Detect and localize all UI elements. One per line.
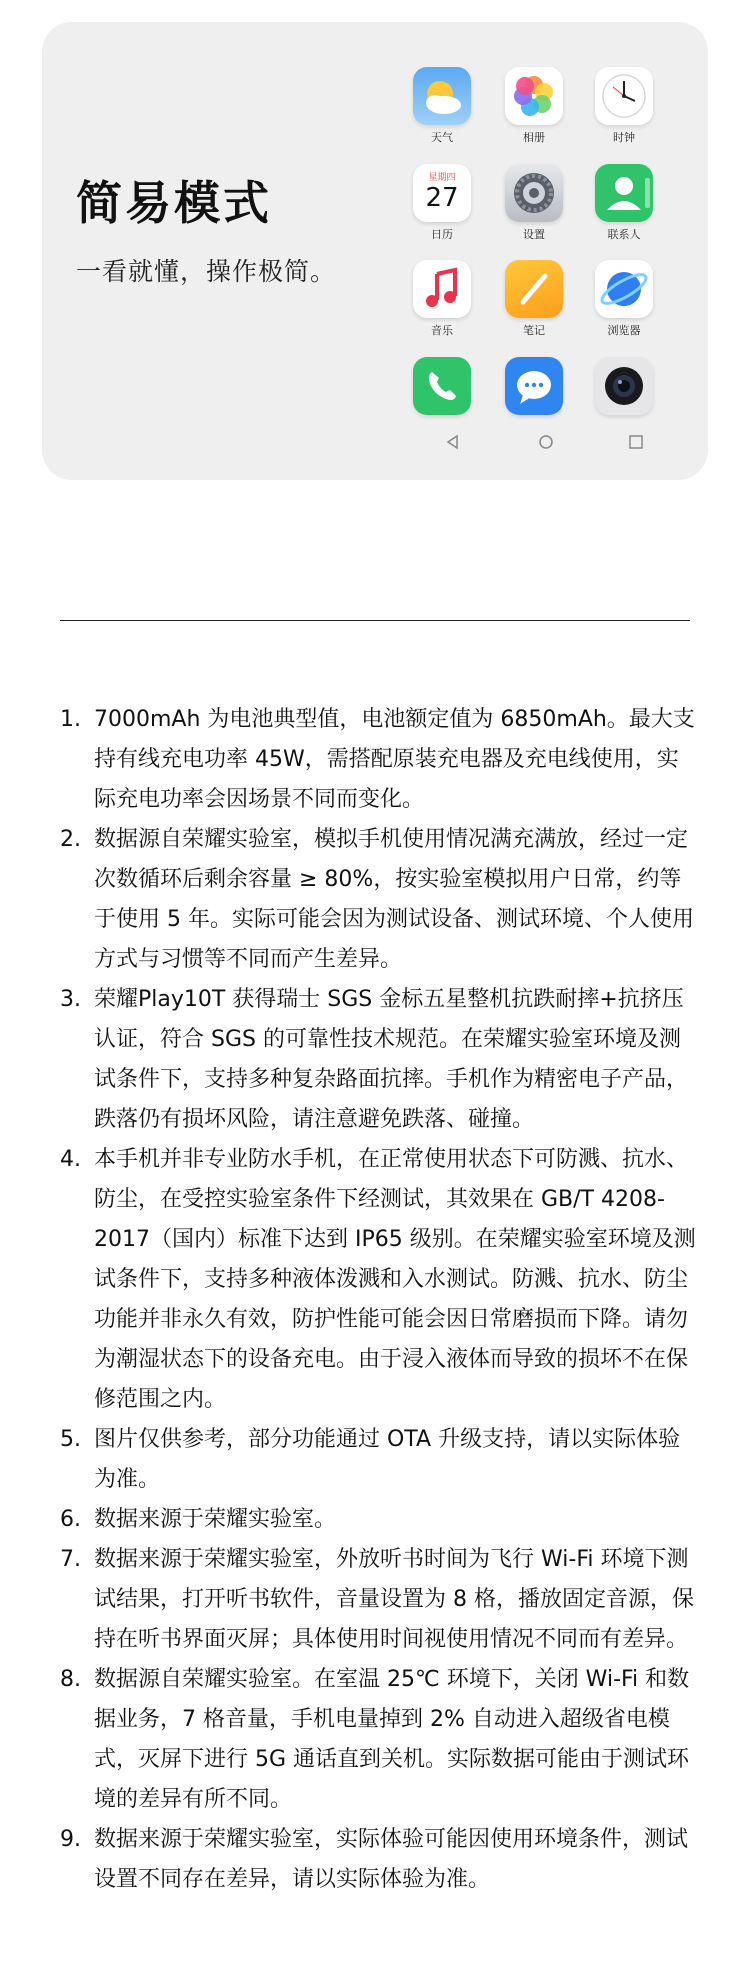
footnote-item <box>60 1420 700 1500</box>
footnotes-list <box>60 700 700 1900</box>
app-camera[interactable] <box>579 357 669 415</box>
footnote-item <box>60 1660 700 1820</box>
app-phone[interactable] <box>397 357 487 415</box>
footnote-item <box>60 700 700 820</box>
app-label: 浏览器 <box>607 324 641 337</box>
recents-icon[interactable] <box>625 431 647 453</box>
clock-icon <box>595 67 653 125</box>
app-calendar[interactable] <box>397 164 487 242</box>
back-icon[interactable] <box>442 431 464 453</box>
footnote-text: 图片仅供参考，部分功能通过 OTA 升级支持，请以实际体验为准。 <box>94 1427 681 1492</box>
footnote-number: 7. <box>60 1547 81 1572</box>
app-notes[interactable] <box>489 260 579 338</box>
app-browser[interactable] <box>579 260 669 338</box>
app-gallery[interactable] <box>489 67 579 145</box>
weather-icon <box>413 67 471 125</box>
navigation-bar <box>437 431 657 453</box>
app-contacts[interactable] <box>579 164 669 242</box>
app-music[interactable] <box>397 260 487 338</box>
gallery-icon <box>505 67 563 125</box>
footnote-text: 数据来源于荣耀实验室，外放听书时间为飞行 Wi-Fi 环境下测试结果，打开听书软件，音量设置为 8 格，播放固定音源，保持在听书界面灭屏；具体使用时间视使用情况不同而有差异。 <box>94 1547 694 1652</box>
calendar-day: 27 <box>425 183 459 213</box>
app-label: 联系人 <box>607 228 641 241</box>
footnote-number: 1. <box>60 707 81 732</box>
footnote-item <box>60 1540 700 1660</box>
calendar-weekday: 星期四 <box>428 173 456 183</box>
section-divider <box>60 620 690 621</box>
footnote-text: 荣耀Play10T 获得瑞士 SGS 金标五星整机抗跌耐摔+抗挤压认证，符合 SGS 的可靠性技术规范。在荣耀实验室环境及测试条件下，支持多种复杂路面抗摔。手机作为精密电子产品，跌落仍有损坏风险，请注意避免跌落、碰撞。 <box>94 987 689 1132</box>
footnote-number: 2. <box>60 827 81 852</box>
app-messages[interactable] <box>489 357 579 415</box>
app-label: 笔记 <box>523 324 545 337</box>
camera-icon <box>595 357 653 415</box>
contacts-icon <box>595 164 653 222</box>
footnote-text: 7000mAh 为电池典型值，电池额定值为 6850mAh。最大支持有线充电功率 45W，需搭配原装充电器及充电线使用，实际充电功率会因场景不同而变化。 <box>94 707 695 812</box>
footnote-text: 数据来源于荣耀实验室。 <box>94 1507 337 1532</box>
footnote-item <box>60 820 700 980</box>
app-label: 相册 <box>523 131 545 144</box>
app-settings[interactable] <box>489 164 579 242</box>
footnote-item <box>60 1500 700 1540</box>
footnote-item <box>60 1140 700 1420</box>
footnote-item <box>60 1820 700 1900</box>
footnote-text: 数据源自荣耀实验室。在室温 25℃ 环境下，关闭 Wi-Fi 和数据业务，7 格音量，手机电量掉到 2% 自动进入超级省电模式，灭屏下进行 5G 通话直到关机。实际数据可能由于测试环境的差异有所不同。 <box>94 1667 690 1812</box>
app-label: 音乐 <box>431 324 453 337</box>
footnote-text: 数据源自荣耀实验室，模拟手机使用情况满充满放，经过一定次数循环后剩余容量 ≥ 80%，按实验室模拟用户日常，约等于使用 5 年。实际可能会因为测试设备、测试环境、个人使用方式与习惯等不同而产生差异。 <box>94 827 694 972</box>
app-weather[interactable] <box>397 67 487 145</box>
calendar-icon <box>413 164 471 222</box>
app-label: 日历 <box>431 228 453 241</box>
footnote-item <box>60 980 700 1140</box>
footnote-number: 3. <box>60 987 81 1012</box>
phone-icon <box>413 357 471 415</box>
app-label: 时钟 <box>613 131 635 144</box>
footnote-text: 本手机并非专业防水手机，在正常使用状态下可防溅、抗水、防尘，在受控实验室条件下经测试，其效果在 GB/T 4208-2017（国内）标准下达到 IP65 级别。在荣耀实验室环境及测试条件下，支持多种液体泼溅和入水测试。防溅、抗水、防尘功能并非永久有效，防护性能可能会因日常磨损而下降。请勿为潮湿状态下的设备充电。由于浸入液体而导致的损坏不在保修范围之内。 <box>94 1147 696 1412</box>
app-label: 设置 <box>523 228 545 241</box>
simple-mode-card <box>42 22 708 480</box>
footnote-text: 数据来源于荣耀实验室，实际体验可能因使用环境条件，测试设置不同存在差异，请以实际体验为准。 <box>94 1827 689 1892</box>
settings-gear-icon <box>505 164 563 222</box>
footnote-number: 8. <box>60 1667 81 1692</box>
footnote-number: 9. <box>60 1827 81 1852</box>
messages-icon <box>505 357 563 415</box>
app-clock[interactable] <box>579 67 669 145</box>
footnote-number: 6. <box>60 1507 81 1532</box>
footnote-number: 4. <box>60 1147 81 1172</box>
footnote-number: 5. <box>60 1427 81 1452</box>
home-icon[interactable] <box>535 431 557 453</box>
app-label: 天气 <box>431 131 453 144</box>
browser-icon <box>595 260 653 318</box>
music-icon <box>413 260 471 318</box>
notes-icon <box>505 260 563 318</box>
simple-mode-subtitle: 一看就懂，操作极简。 <box>76 257 337 286</box>
simple-mode-title: 简易模式 <box>76 176 272 230</box>
